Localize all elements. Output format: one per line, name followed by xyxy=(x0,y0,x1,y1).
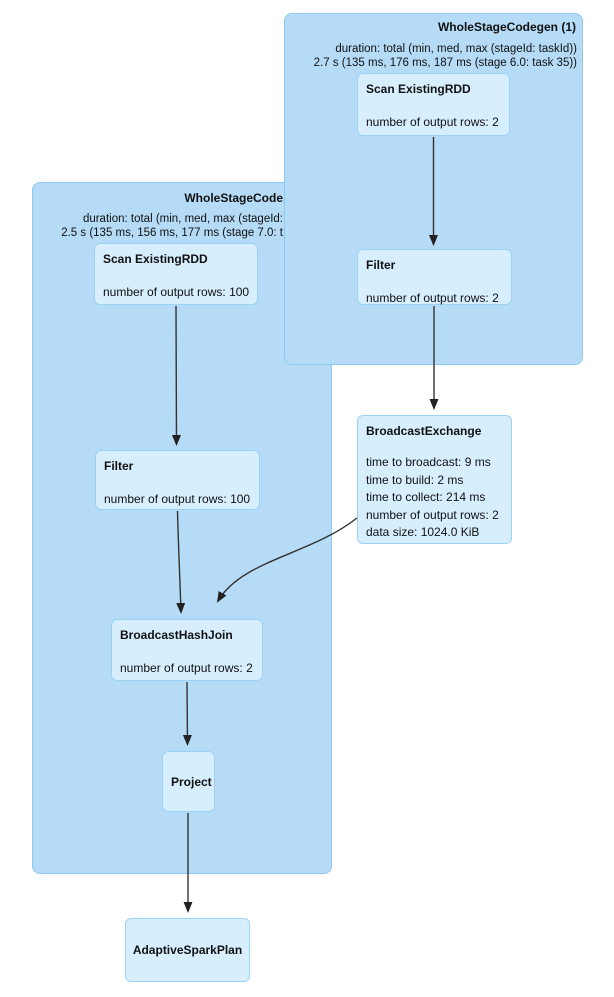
node-title: AdaptiveSparkPlan xyxy=(132,943,243,957)
cluster-duration xyxy=(287,42,577,70)
plan-node-scan-existingrdd-right[interactable] xyxy=(357,73,510,136)
cluster-title: WholeStageCode xyxy=(184,191,283,205)
plan-node-broadcastexchange[interactable] xyxy=(357,415,512,544)
node-metric: number of output rows: 2 xyxy=(366,115,499,129)
plan-node-adaptivesparkplan[interactable] xyxy=(125,918,250,982)
duration-line: duration: total (min, med, max (stageId: xyxy=(82,213,283,225)
node-title: Scan ExistingRDD xyxy=(103,252,208,266)
plan-node-broadcasthashjoin[interactable] xyxy=(111,619,263,681)
node-metric: number of output rows: 100 xyxy=(104,492,251,506)
node-title: Project xyxy=(171,774,212,789)
node-title: Scan ExistingRDD xyxy=(366,82,471,96)
node-metric: number of output rows: 100 xyxy=(103,285,250,299)
node-title: BroadcastExchange xyxy=(366,424,482,438)
node-metric: time to collect: 214 ms xyxy=(366,490,486,504)
node-title: Filter xyxy=(366,258,396,272)
node-metric: number of output rows: 2 xyxy=(120,661,253,675)
plan-node-filter-right[interactable] xyxy=(357,249,512,305)
node-metrics xyxy=(366,454,503,542)
node-title: Filter xyxy=(104,459,134,473)
plan-node-scan-existingrdd-left[interactable] xyxy=(94,243,258,305)
node-metric: time to build: 2 ms xyxy=(366,472,464,487)
duration-line: 2.7 s (135 ms, 176 ms, 187 ms (stage 6.0: task 35)) xyxy=(313,57,577,69)
node-metric: number of output rows: 2 xyxy=(366,507,499,522)
cluster-wholestagecodegen-1 xyxy=(284,13,583,365)
cluster-duration xyxy=(35,212,283,240)
duration-line: duration: total (min, med, max (stageId: taskId)) xyxy=(335,43,577,55)
node-metric: time to broadcast: 9 ms xyxy=(366,455,491,469)
node-metric: data size: 1024.0 KiB xyxy=(366,525,480,539)
node-title: BroadcastHashJoin xyxy=(120,628,233,642)
node-metric: number of output rows: 2 xyxy=(366,291,499,305)
plan-node-filter-left[interactable] xyxy=(95,450,260,510)
duration-line: 2.5 s (135 ms, 156 ms, 177 ms (stage 7.0: t xyxy=(61,227,283,239)
plan-node-project[interactable] xyxy=(162,751,215,812)
cluster-title: WholeStageCodegen (1) xyxy=(437,20,576,34)
